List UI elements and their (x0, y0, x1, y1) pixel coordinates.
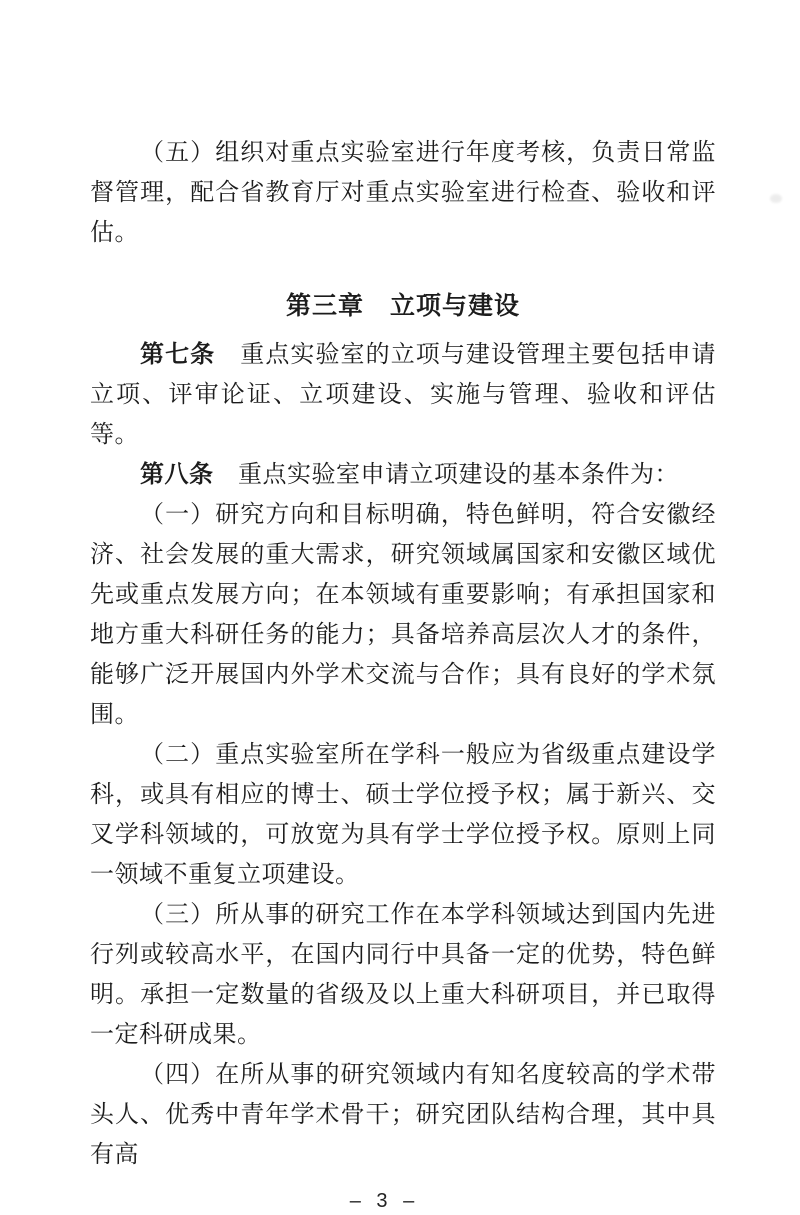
paragraph-item-5 (90, 133, 716, 253)
paragraph-text: 重点实验室的立项与建设管理主要包括申请立项、评审论证、立项建设、实施与管理、验收和评估等。 (90, 342, 717, 448)
paragraph-item-1: （一）研究方向和目标明确，特色鲜明，符合安徽经济、社会发展的重大需求，研究领域属国家和安徽区域优先或重点发展方向；在本领域有重要影响；有承担国家和地方重大科研任务的能力；具备培养高层次人才的条件，能够广泛开展国内外学术交流与合作；具有良好的学术氛围。 (90, 502, 716, 728)
paragraph-text: （五）组织对重点实验室进行年度考核，负责日常监督管理，配合省教育厅对重点实验室进行检查、验收和评估。 (90, 140, 716, 246)
article-number: 第七条 (140, 342, 216, 368)
page-number: – 3 – (349, 1190, 417, 1212)
paragraph-article-7 (90, 335, 716, 455)
article-number: 第八条 (140, 462, 214, 488)
document-body (90, 133, 716, 1215)
chapter-heading: 第三章 立项与建设 (285, 292, 520, 320)
paragraph-item-4: （四）在所从事的研究领域内有知名度较高的学术带头人、优秀中青年学术骨干；研究团队结构合理，其中具有高 (90, 1062, 716, 1168)
paragraph-item-2: （二）重点实验室所在学科一般应为省级重点建设学科，或具有相应的博士、硕士学位授予权；属于新兴、交叉学科领域的，可放宽为具有学士学位授予权。原则上同一领域不重复立项建设。 (90, 742, 716, 888)
scan-artifact-speck (770, 194, 782, 203)
paragraph-text: 重点实验室申请立项建设的基本条件为： (213, 462, 679, 488)
paragraph-article-8 (90, 455, 716, 495)
paragraph-item-3: （三）所从事的研究工作在本学科领域达到国内先进行列或较高水平，在国内同行中具备一定的优势，特色鲜明。承担一定数量的省级及以上重大科研项目，并已取得一定科研成果。 (90, 902, 716, 1048)
